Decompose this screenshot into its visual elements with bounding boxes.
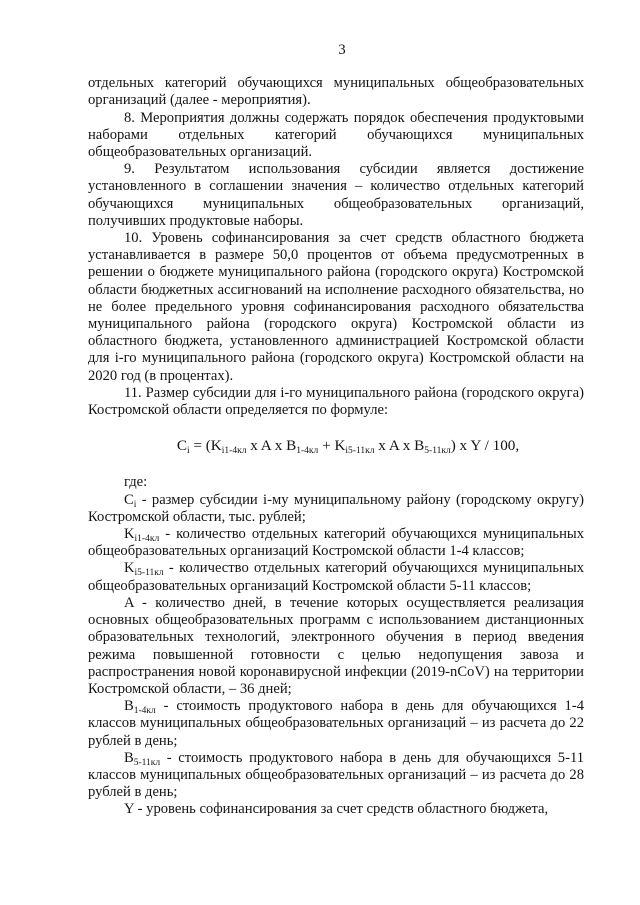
definition-ci: $C_i$ - размер субсидии i-му муниципальному району (городскому округу) Костромской области, тыс. рублей;: [88, 491, 584, 525]
definition-b-5-11: $B_{5-11кл}$ - стоимость продуктового набора в день для обучающихся 5-11 классов муниципальных общеобразовательных организаций – из расчета до 28 рублей в день;: [88, 749, 584, 801]
definition-k-1-4: $K_{i1-4кл}$ - количество отдельных категорий обучающихся муниципальных общеобразовательных организаций Костромской области 1-4 классов;: [88, 526, 584, 560]
definition-a: A - количество дней, в течение которых осуществляется реализация основных общеобразовательных программ с использованием дистанционных образовательных технологий, электронного обучения в период введения режима повышенной готовности с целью недопущения завоза и распространения новой коронавирусной инфекции (2019-nCoV) на территории Костромской области, – 36 дней;: [88, 594, 584, 697]
paragraph-11: 11. Размер субсидии для i-го муниципального района (городского округа) Костромской области определяется по формуле:: [88, 384, 584, 419]
paragraph-8: 8. Мероприятия должны содержать порядок обеспечения продуктовыми наборами отдельных категорий обучающихся муниципальных общеобразовательных организаций.: [88, 109, 584, 161]
paragraph-10: 10. Уровень софинансирования за счет средств областного бюджета устанавливается в размере 50,0 процентов от объема предусмотренных в решении о бюджете муниципального района (городского округа) Костромской области бюджетных ассигнований на исполнение расходного обязательства, но не более предельного уровня софинансирования расходного обязательства муниципального района (городского округа) Костромской области из областного бюджета, установленного администрацией Костромской области для i-го муниципального района (городского округа) Костромской области на 2020 год (в процентах).: [88, 230, 584, 384]
paragraph-9: 9. Результатом использования субсидии является достижение установленного в соглашении значения – количество отдельных категорий обучающихся муниципальных общеобразовательных организаций, получивших продуктовые наборы.: [88, 161, 584, 229]
definition-y: Y - уровень софинансирования за счет средств областного бюджета,: [124, 801, 549, 818]
paragraph-continuation: отдельных категорий обучающихся муниципальных общеобразовательных организаций (далее - мероприятия).: [88, 75, 584, 109]
definition-k-5-11: $K_{i5-11кл}$ - количество отдельных категорий обучающихся муниципальных общеобразовательных организаций Костромской области 5-11 классов;: [88, 560, 584, 594]
definition-b-1-4: $B_{1-4кл}$ - стоимость продуктового набора в день для обучающихся 1-4 классов муниципальных общеобразовательных организаций – из расчета до 22 рублей в день;: [88, 698, 584, 749]
subsidy-formula: $C_i = (K_{i1-4кл}$ x A x $B_{1-4кл} + K_{i5-11кл}$ x A x $B_{5-11кл}$) x Y / 100,: [176, 437, 520, 457]
where-label: где:: [124, 474, 148, 491]
page-number: 3: [338, 42, 346, 58]
